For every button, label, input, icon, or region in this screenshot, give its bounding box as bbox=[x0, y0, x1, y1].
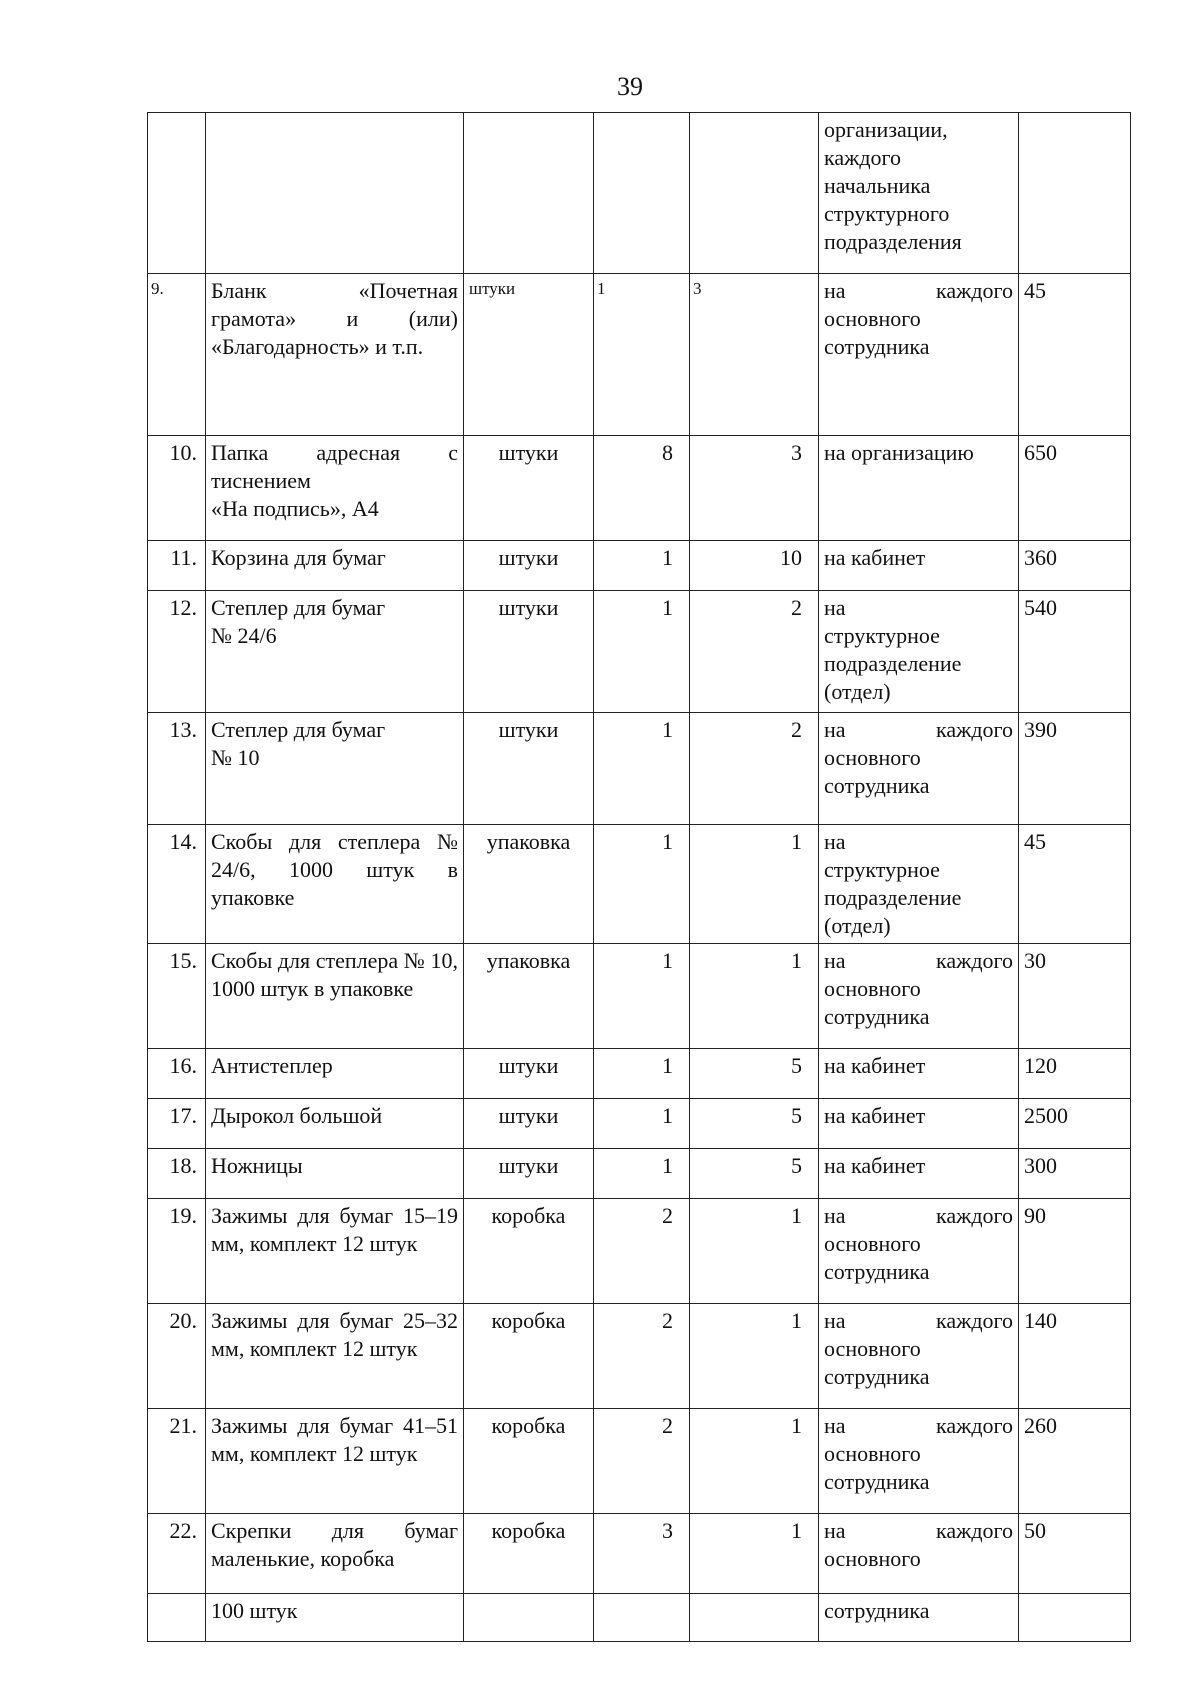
usage-period-cell bbox=[690, 541, 819, 591]
item-name: Папка адресная с тиснением «На подпись», А4 bbox=[211, 440, 458, 521]
table-row bbox=[148, 1594, 1131, 1642]
item-name-cell bbox=[206, 1594, 464, 1642]
quantity: 1 bbox=[662, 1103, 673, 1128]
usage-period: 10 bbox=[780, 545, 802, 570]
allocation-norm: на кабинет bbox=[824, 545, 926, 570]
table-row bbox=[148, 1199, 1131, 1304]
usage-period: 1 bbox=[791, 1308, 802, 1333]
price: 300 bbox=[1024, 1153, 1057, 1178]
usage-period: 1 bbox=[791, 1518, 802, 1543]
row-number-cell bbox=[148, 591, 206, 713]
row-number-cell bbox=[148, 541, 206, 591]
price-cell bbox=[1019, 713, 1131, 825]
unit-of-measure: упаковка bbox=[486, 829, 571, 854]
usage-period: 5 bbox=[791, 1153, 802, 1178]
allocation-norm: сотрудника bbox=[824, 1598, 930, 1623]
usage-period-cell bbox=[690, 436, 819, 541]
quantity: 2 bbox=[662, 1308, 673, 1333]
allocation-norm: организации, каждого начальника структурного подразделения bbox=[824, 117, 962, 254]
price: 45 bbox=[1024, 829, 1046, 854]
item-name: Зажимы для бумаг 15–19 мм, комплект 12 штук bbox=[211, 1203, 458, 1256]
price: 45 bbox=[1024, 278, 1046, 303]
item-name: Степлер для бумаг № 10 bbox=[211, 717, 386, 770]
quantity: 1 bbox=[662, 545, 673, 570]
allocation-norm: на кабинет bbox=[824, 1153, 926, 1178]
item-name-cell bbox=[206, 591, 464, 713]
allocation-norm-cell bbox=[819, 1514, 1019, 1594]
price-cell bbox=[1019, 1304, 1131, 1409]
unit-of-measure: штуки bbox=[498, 595, 559, 620]
unit-of-measure: штуки bbox=[498, 1153, 559, 1178]
price: 390 bbox=[1024, 717, 1057, 742]
usage-period: 3 bbox=[693, 279, 702, 298]
unit-of-measure-cell bbox=[464, 825, 594, 944]
unit-of-measure: штуки bbox=[498, 717, 559, 742]
item-name-cell bbox=[206, 1199, 464, 1304]
usage-period-cell bbox=[690, 1304, 819, 1409]
item-name: Скобы для степлера № 10, 1000 штук в упаковке bbox=[211, 948, 458, 1001]
price-cell bbox=[1019, 436, 1131, 541]
usage-period: 2 bbox=[791, 595, 802, 620]
allocation-norm-cell bbox=[819, 944, 1019, 1049]
usage-period: 1 bbox=[791, 1413, 802, 1438]
usage-period-cell bbox=[690, 113, 819, 274]
usage-period-cell bbox=[690, 825, 819, 944]
usage-period-cell bbox=[690, 1409, 819, 1514]
item-name-cell bbox=[206, 113, 464, 274]
quantity-cell bbox=[594, 1099, 690, 1149]
item-name: Дырокол большой bbox=[211, 1103, 383, 1128]
unit-of-measure-cell bbox=[464, 274, 594, 436]
allocation-norm: на каждого основного сотрудника bbox=[824, 1308, 1013, 1389]
row-number: 20. bbox=[169, 1308, 197, 1333]
row-number-cell bbox=[148, 1304, 206, 1409]
row-number: 22. bbox=[169, 1518, 197, 1543]
quantity: 1 bbox=[662, 829, 673, 854]
unit-of-measure-cell bbox=[464, 1514, 594, 1594]
allocation-norm: на каждого основного сотрудника bbox=[824, 717, 1013, 798]
allocation-norm-cell bbox=[819, 713, 1019, 825]
allocation-norm-cell bbox=[819, 1099, 1019, 1149]
unit-of-measure-cell bbox=[464, 1199, 594, 1304]
page-number: 39 bbox=[617, 72, 643, 101]
unit-of-measure-cell bbox=[464, 591, 594, 713]
allocation-norm-cell bbox=[819, 436, 1019, 541]
price-cell bbox=[1019, 944, 1131, 1049]
allocation-norm: на структурное подразделение (отдел) bbox=[824, 829, 962, 938]
unit-of-measure: упаковка bbox=[486, 948, 571, 973]
quantity-cell bbox=[594, 944, 690, 1049]
table-row bbox=[148, 274, 1131, 436]
table-row bbox=[148, 1514, 1131, 1594]
item-name-cell bbox=[206, 825, 464, 944]
allocation-norm-cell bbox=[819, 591, 1019, 713]
table-row bbox=[148, 591, 1131, 713]
row-number: 11. bbox=[170, 545, 197, 570]
unit-of-measure-cell bbox=[464, 713, 594, 825]
quantity-cell bbox=[594, 436, 690, 541]
price-cell bbox=[1019, 1514, 1131, 1594]
unit-of-measure-cell bbox=[464, 436, 594, 541]
unit-of-measure: штуки bbox=[498, 440, 559, 465]
unit-of-measure: коробка bbox=[491, 1518, 566, 1543]
allocation-norm-cell bbox=[819, 825, 1019, 944]
row-number: 21. bbox=[169, 1413, 197, 1438]
price: 120 bbox=[1024, 1053, 1057, 1078]
quantity: 1 bbox=[662, 948, 673, 973]
allocation-norm-cell bbox=[819, 1199, 1019, 1304]
usage-period-cell bbox=[690, 1199, 819, 1304]
allocation-norm-cell bbox=[819, 274, 1019, 436]
table-row bbox=[148, 825, 1131, 944]
unit-of-measure-cell bbox=[464, 1594, 594, 1642]
item-name: 100 штук bbox=[211, 1598, 298, 1623]
table-row bbox=[148, 1409, 1131, 1514]
item-name: Корзина для бумаг bbox=[211, 545, 386, 570]
unit-of-measure: коробка bbox=[491, 1203, 566, 1228]
price: 360 bbox=[1024, 545, 1057, 570]
usage-period: 2 bbox=[791, 717, 802, 742]
unit-of-measure: коробка bbox=[491, 1308, 566, 1333]
price: 90 bbox=[1024, 1203, 1046, 1228]
item-name: Скрепки для бумаг маленькие, коробка bbox=[211, 1518, 458, 1571]
unit-of-measure: коробка bbox=[491, 1413, 566, 1438]
item-name-cell bbox=[206, 1304, 464, 1409]
table-row bbox=[148, 113, 1131, 274]
row-number-cell bbox=[148, 1199, 206, 1304]
quantity-cell bbox=[594, 1304, 690, 1409]
allocation-norm: на каждого основного сотрудника bbox=[824, 948, 1013, 1029]
row-number: 15. bbox=[169, 948, 197, 973]
row-number: 19. bbox=[169, 1203, 197, 1228]
quantity-cell bbox=[594, 1199, 690, 1304]
price-cell bbox=[1019, 1099, 1131, 1149]
item-name: Антистеплер bbox=[211, 1053, 333, 1078]
usage-period: 1 bbox=[791, 1203, 802, 1228]
price: 2500 bbox=[1024, 1103, 1068, 1128]
allocation-norm: на кабинет bbox=[824, 1103, 926, 1128]
quantity-cell bbox=[594, 1149, 690, 1199]
price-cell bbox=[1019, 1199, 1131, 1304]
row-number: 14. bbox=[169, 829, 197, 854]
quantity-cell bbox=[594, 591, 690, 713]
price: 30 bbox=[1024, 948, 1046, 973]
allocation-norm: на каждого основного сотрудника bbox=[824, 1413, 1013, 1494]
price-cell bbox=[1019, 274, 1131, 436]
row-number: 10. bbox=[169, 440, 197, 465]
usage-period-cell bbox=[690, 1049, 819, 1099]
allocation-norm-cell bbox=[819, 541, 1019, 591]
quantity: 1 bbox=[597, 279, 606, 298]
usage-period-cell bbox=[690, 274, 819, 436]
quantity-cell bbox=[594, 274, 690, 436]
item-name: Скобы для степлера № 24/6, 1000 штук в упаковке bbox=[211, 829, 458, 910]
item-name-cell bbox=[206, 944, 464, 1049]
table-row bbox=[148, 436, 1131, 541]
price-cell bbox=[1019, 1149, 1131, 1199]
allocation-norm-cell bbox=[819, 1304, 1019, 1409]
usage-period-cell bbox=[690, 713, 819, 825]
row-number-cell bbox=[148, 274, 206, 436]
usage-period-cell bbox=[690, 1149, 819, 1199]
row-number: 12. bbox=[169, 595, 197, 620]
allocation-norm: на кабинет bbox=[824, 1053, 926, 1078]
unit-of-measure-cell bbox=[464, 541, 594, 591]
unit-of-measure-cell bbox=[464, 113, 594, 274]
price-cell bbox=[1019, 1409, 1131, 1514]
price-cell bbox=[1019, 113, 1131, 274]
price: 50 bbox=[1024, 1518, 1046, 1543]
price-cell bbox=[1019, 591, 1131, 713]
allocation-norm: на каждого основного bbox=[824, 1518, 1013, 1571]
price-cell bbox=[1019, 1049, 1131, 1099]
item-name-cell bbox=[206, 1099, 464, 1149]
table-row bbox=[148, 944, 1131, 1049]
quantity-cell bbox=[594, 1409, 690, 1514]
usage-period-cell bbox=[690, 591, 819, 713]
quantity: 1 bbox=[662, 595, 673, 620]
row-number-cell bbox=[148, 825, 206, 944]
table-row bbox=[148, 713, 1131, 825]
allocation-norm-cell bbox=[819, 1049, 1019, 1099]
row-number: 18. bbox=[169, 1153, 197, 1178]
price: 260 bbox=[1024, 1413, 1057, 1438]
unit-of-measure: штуки bbox=[498, 1053, 559, 1078]
usage-period-cell bbox=[690, 1594, 819, 1642]
allocation-norm-cell bbox=[819, 1149, 1019, 1199]
row-number-cell bbox=[148, 944, 206, 1049]
quantity: 2 bbox=[662, 1203, 673, 1228]
quantity-cell bbox=[594, 541, 690, 591]
quantity-cell bbox=[594, 1514, 690, 1594]
price: 540 bbox=[1024, 595, 1057, 620]
quantity: 8 bbox=[662, 440, 673, 465]
unit-of-measure-cell bbox=[464, 1149, 594, 1199]
table-row bbox=[148, 1049, 1131, 1099]
item-name: Бланк «Почетная грамота» и (или) «Благодарность» и т.п. bbox=[211, 278, 458, 359]
item-name-cell bbox=[206, 713, 464, 825]
row-number: 16. bbox=[169, 1053, 197, 1078]
item-name-cell bbox=[206, 436, 464, 541]
quantity-cell bbox=[594, 713, 690, 825]
item-name: Ножницы bbox=[211, 1153, 303, 1178]
item-name-cell bbox=[206, 274, 464, 436]
unit-of-measure: штуки bbox=[498, 1103, 559, 1128]
usage-period-cell bbox=[690, 1099, 819, 1149]
allocation-norm-cell bbox=[819, 113, 1019, 274]
quantity-cell bbox=[594, 113, 690, 274]
price-cell bbox=[1019, 1594, 1131, 1642]
allocation-norm-cell bbox=[819, 1409, 1019, 1514]
allocation-norm: на организацию bbox=[824, 440, 974, 465]
row-number-cell bbox=[148, 1099, 206, 1149]
row-number-cell bbox=[148, 1594, 206, 1642]
usage-period: 3 bbox=[791, 440, 802, 465]
quantity-cell bbox=[594, 1049, 690, 1099]
allocation-norm-cell bbox=[819, 1594, 1019, 1642]
table-row bbox=[148, 1304, 1131, 1409]
item-name: Зажимы для бумаг 41–51 мм, комплект 12 штук bbox=[211, 1413, 458, 1466]
table-row bbox=[148, 541, 1131, 591]
item-name-cell bbox=[206, 1049, 464, 1099]
usage-period-cell bbox=[690, 944, 819, 1049]
allocation-norm: на каждого основного сотрудника bbox=[824, 278, 1013, 359]
quantity: 1 bbox=[662, 717, 673, 742]
row-number: 17. bbox=[169, 1103, 197, 1128]
unit-of-measure: штуки bbox=[469, 279, 516, 298]
allocation-norm: на каждого основного сотрудника bbox=[824, 1203, 1013, 1284]
allocation-norm: на структурное подразделение (отдел) bbox=[824, 595, 962, 704]
item-name-cell bbox=[206, 1514, 464, 1594]
quantity-cell bbox=[594, 825, 690, 944]
supplies-table bbox=[147, 112, 1131, 1642]
unit-of-measure-cell bbox=[464, 1304, 594, 1409]
row-number-cell bbox=[148, 113, 206, 274]
quantity-cell bbox=[594, 1594, 690, 1642]
row-number: 13. bbox=[169, 717, 197, 742]
usage-period-cell bbox=[690, 1514, 819, 1594]
row-number-cell bbox=[148, 1409, 206, 1514]
row-number-cell bbox=[148, 713, 206, 825]
row-number-cell bbox=[148, 1514, 206, 1594]
unit-of-measure-cell bbox=[464, 944, 594, 1049]
price: 140 bbox=[1024, 1308, 1057, 1333]
item-name-cell bbox=[206, 1409, 464, 1514]
table-row bbox=[148, 1099, 1131, 1149]
usage-period: 5 bbox=[791, 1053, 802, 1078]
usage-period: 1 bbox=[791, 829, 802, 854]
item-name-cell bbox=[206, 541, 464, 591]
unit-of-measure-cell bbox=[464, 1049, 594, 1099]
price: 650 bbox=[1024, 440, 1057, 465]
unit-of-measure: штуки bbox=[498, 545, 559, 570]
usage-period: 1 bbox=[791, 948, 802, 973]
row-number-cell bbox=[148, 436, 206, 541]
row-number: 9. bbox=[151, 279, 164, 298]
item-name: Степлер для бумаг № 24/6 bbox=[211, 595, 386, 648]
unit-of-measure-cell bbox=[464, 1409, 594, 1514]
price-cell bbox=[1019, 541, 1131, 591]
quantity: 1 bbox=[662, 1053, 673, 1078]
quantity: 3 bbox=[662, 1518, 673, 1543]
row-number-cell bbox=[148, 1149, 206, 1199]
item-name: Зажимы для бумаг 25–32 мм, комплект 12 штук bbox=[211, 1308, 458, 1361]
unit-of-measure-cell bbox=[464, 1099, 594, 1149]
table-row bbox=[148, 1149, 1131, 1199]
usage-period: 5 bbox=[791, 1103, 802, 1128]
price-cell bbox=[1019, 825, 1131, 944]
row-number-cell bbox=[148, 1049, 206, 1099]
item-name-cell bbox=[206, 1149, 464, 1199]
quantity: 1 bbox=[662, 1153, 673, 1178]
quantity: 2 bbox=[662, 1413, 673, 1438]
